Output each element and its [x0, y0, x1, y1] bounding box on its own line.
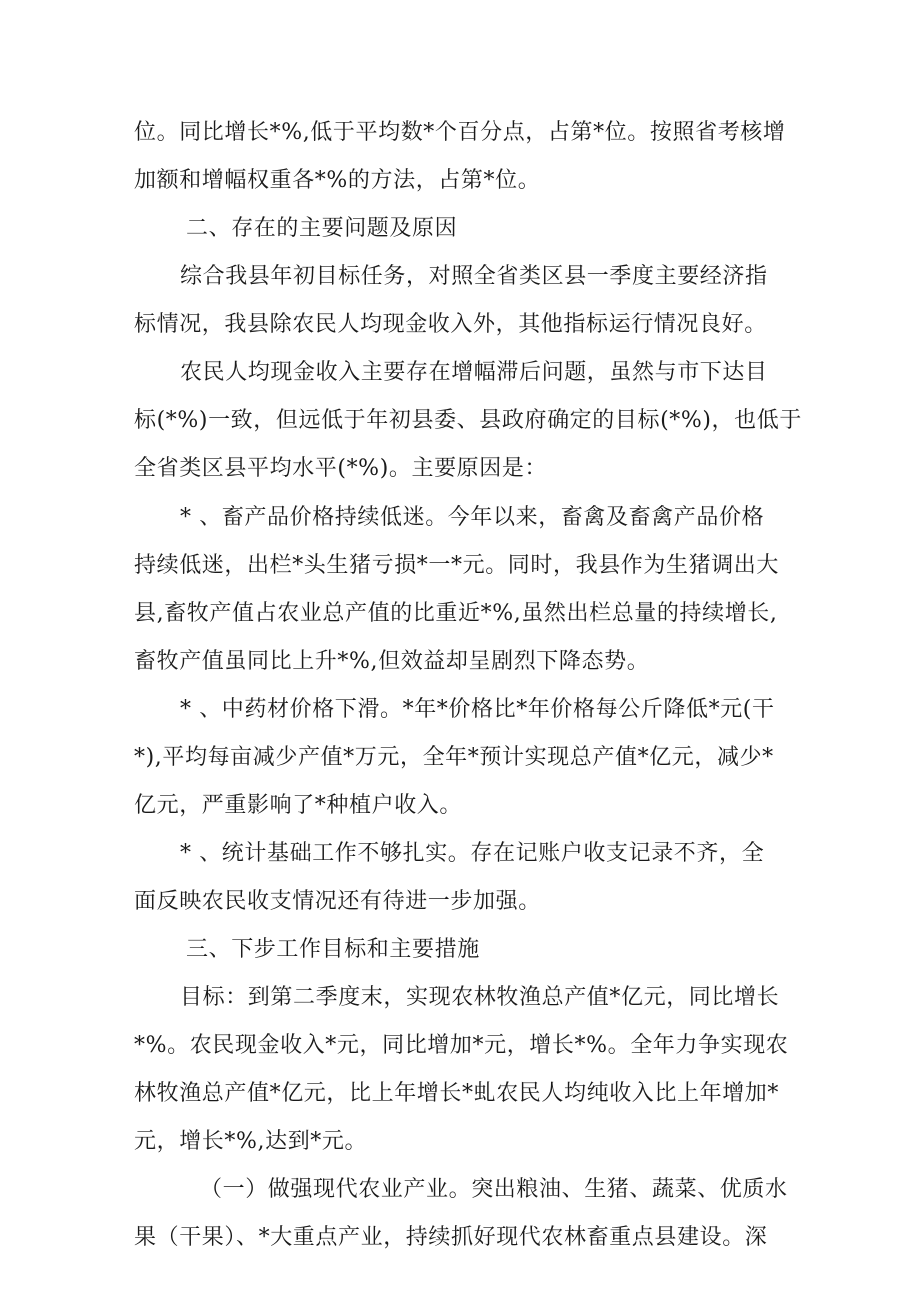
section-heading: 三、下步工作目标和主要措施: [186, 937, 480, 962]
text-line: 目标：到第二季度末，实现农林牧渔总产值*亿元，同比增长: [180, 985, 780, 1010]
text-line: *%。农民现金收入*元，同比增加*元，增长*%。全年力争实现农: [134, 1033, 789, 1058]
text-line: 农民人均现金收入主要存在增幅滞后问题，虽然与市下达目: [180, 360, 768, 385]
text-line: 持续低迷，出栏*头生猪亏损*一*元。同时，我县作为生猪调出大: [134, 553, 780, 578]
text-line: 全省类区县平均水平(*%)。主要原因是：: [134, 456, 548, 481]
text-line: 县,畜牧产值占农业总产值的比重近*%,虽然出栏总量的持续增长,: [134, 601, 778, 626]
text-line: 面反映农民收支情况还有待进一步加强。: [134, 889, 541, 914]
text-line: 林牧渔总产值*亿元，比上年增长*虬农民人均纯收入比上年增加*: [134, 1081, 780, 1106]
text-line: * 、中药材价格下滑。*年*价格比*年价格每公斤降低*元(干: [180, 697, 775, 722]
text-line: * 、统计基础工作不够扎实。存在记账户收支记录不齐，全: [180, 841, 765, 866]
text-line: 果（干果）、*大重点产业，持续抓好现代农林畜重点县建设。深: [134, 1225, 768, 1250]
text-line: 标(*%)一致，但远低于年初县委、县政府确定的目标(*%)，也低于: [134, 408, 802, 433]
text-line: 标情况，我县除农民人均现金收入外，其他指标运行情况良好。: [134, 312, 767, 337]
text-line: *),平均每亩减少产值*万元，全年*预计实现总产值*亿元，减少*: [134, 745, 774, 770]
subsection-text-line: （一）做强现代农业产业。突出粮油、生猪、蔬菜、优质水: [200, 1177, 788, 1202]
text-line: * 、畜产品价格持续低迷。今年以来，畜禽及畜禽产品价格: [180, 505, 765, 530]
text-line: 畜牧产值虽同比上升*%,但效益却呈剧烈下降态势。: [134, 649, 650, 674]
text-line: 综合我县年初目标任务，对照全省类区县一季度主要经济指: [180, 264, 768, 289]
text-line: 元，增长*%,达到*元。: [134, 1129, 368, 1154]
text-line: 加额和增幅权重各*%的方法，占第*位。: [134, 168, 541, 193]
text-line: 亿元，严重影响了*种植户收入。: [134, 793, 463, 818]
text-line: 位。同比增长*%,低于平均数*个百分点，占第*位。按照省考核增: [134, 120, 786, 145]
section-heading: 二、存在的主要问题及原因: [186, 216, 458, 241]
